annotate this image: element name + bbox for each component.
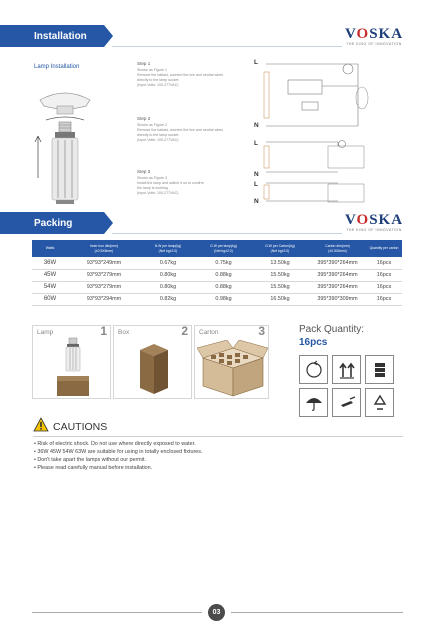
lamp-installation-illustration bbox=[30, 78, 100, 208]
rotate-icon bbox=[299, 355, 328, 384]
cautions-divider bbox=[33, 436, 403, 437]
cautions-list bbox=[34, 440, 202, 472]
installation-title: Installation bbox=[0, 25, 104, 47]
packing-step-carton: Carton 3 bbox=[194, 325, 269, 399]
this-way-up-icon bbox=[332, 355, 361, 384]
header-divider bbox=[112, 46, 342, 47]
step-3: Step 3 Shown as Figure 3 Install the lamp and switch it on to confirm the lamp is working (Input Volts: 100-277VAC) bbox=[137, 169, 204, 195]
voska-logo: VOSKA THE KING OF INNOVATION bbox=[345, 26, 404, 46]
lamp-icon bbox=[53, 336, 93, 398]
table-row: 60W 93*93*294mm 0.82kg 0.98kg 16.50kg 395*390*309mm 16pcs bbox=[32, 293, 402, 305]
no-hook-icon bbox=[332, 388, 361, 417]
header-divider bbox=[112, 233, 342, 234]
list-item: • Don't take apart the lamps without our permit. bbox=[34, 456, 202, 464]
box-icon bbox=[138, 342, 170, 396]
recycle-icon bbox=[365, 388, 394, 417]
page-number: 03 bbox=[208, 604, 225, 621]
table-row: 36W 93*93*249mm 0.67kg 0.75kg 13.50kg 395*390*264mm 16pcs bbox=[32, 257, 402, 269]
wiring-diagrams bbox=[258, 58, 408, 208]
packing-step-lamp: Lamp 1 bbox=[32, 325, 111, 399]
lamp-installation-title: Lamp Installation bbox=[34, 64, 80, 70]
packing-step-box: Box 2 bbox=[113, 325, 192, 399]
table-row: 45W 93*93*279mm 0.80kg 0.88kg 15.50kg 395*390*264mm 16pcs bbox=[32, 269, 402, 281]
voska-logo: VOSKA THE KING OF INNOVATION bbox=[345, 212, 404, 232]
cautions-title: CAUTIONS bbox=[53, 421, 108, 433]
stacking-limit-icon bbox=[365, 355, 394, 384]
packing-title: Packing bbox=[0, 212, 104, 234]
packing-header bbox=[0, 212, 113, 234]
list-item: • Risk of electric shock. Do not use where directly exposed to water. bbox=[34, 440, 202, 448]
table-header-row: Watts Inner box dim(mm) (±0.5X6mm) N.W per lamp(kg) (Net kg±2.0) G.W per lamp(kg) (Net kg±2.0) G.W per Carton(kg) (Net kg±2.0) Carton dim(mm) (±0.5X6mm) Quantity per carton bbox=[32, 240, 402, 257]
footer-divider bbox=[231, 612, 403, 613]
step-2: Step 2 Shown as Figure 2 Remove the ballast, connect the live and neutral wires directly to the lamp socket (Input Volts: 100-277VAC) bbox=[137, 116, 224, 142]
installation-header bbox=[0, 25, 113, 47]
warning-icon bbox=[33, 417, 49, 432]
footer-divider bbox=[32, 612, 202, 613]
table-row: 54W 93*93*279mm 0.80kg 0.88kg 15.50kg 395*390*264mm 16pcs bbox=[32, 281, 402, 293]
packing-table bbox=[32, 240, 402, 306]
carton-icon bbox=[197, 340, 268, 398]
list-item: • 36W 45W 54W 63W are suitable for using in totally enclosed fixtures. bbox=[34, 448, 202, 456]
pack-quantity-value: 16pcs bbox=[299, 337, 328, 348]
step-1: Step 1 Shown as Figure 1 Remove the ballast, connect the live and neutral wires directly to the lamp socket (Input Volts: 100-277VAC) bbox=[137, 61, 224, 87]
keep-dry-icon bbox=[299, 388, 328, 417]
list-item: • Please read carefully manual before installation. bbox=[34, 464, 202, 472]
pack-quantity-label: Pack Quantity: bbox=[299, 324, 365, 335]
